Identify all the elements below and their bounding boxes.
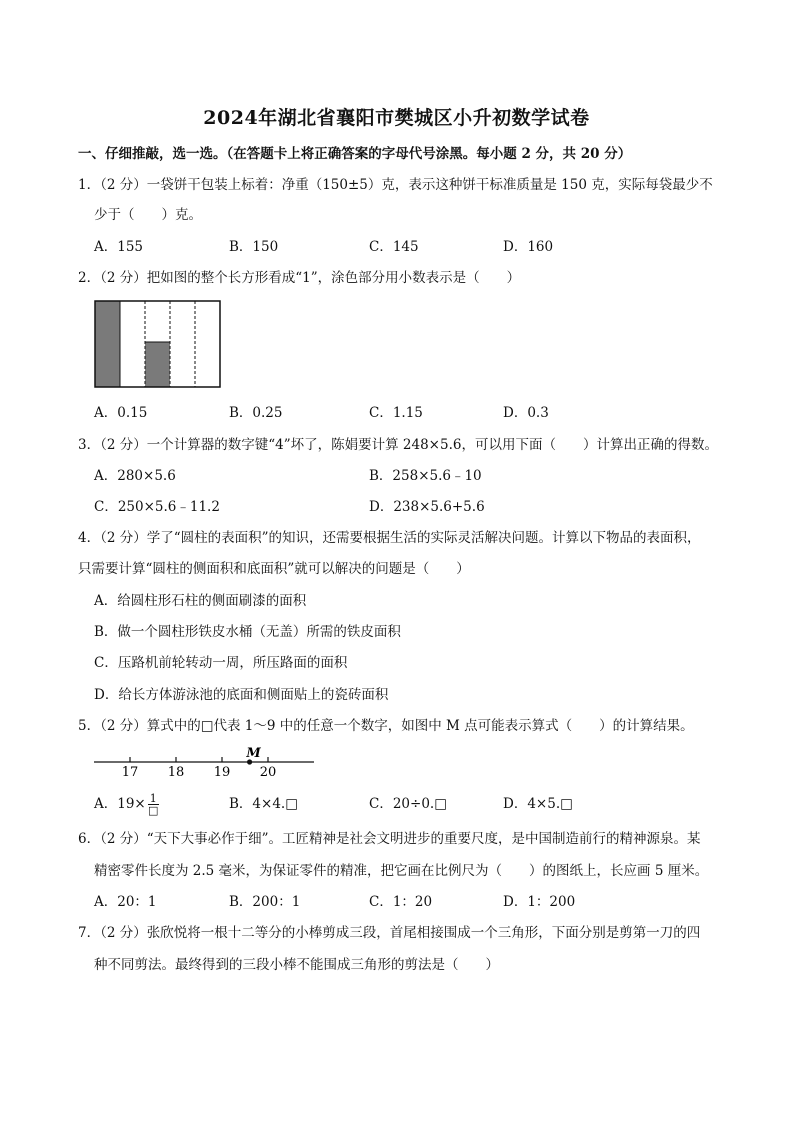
q4-option-d: D．给长方体游泳池的底面和侧面贴上的瓷砖面积 [94,687,389,703]
q2-shaded-strip [95,301,120,387]
fraction-numerator: 1 [149,792,157,805]
q6-option-d: D．1：200 [503,894,576,910]
q7-line-2: 种不同剪法。最终得到的三段小棒不能围成三角形的剪法是（ ） [94,957,499,973]
q1-line-1: 1．（2 分）一袋饼干包装上标着：净重（150±5）克，表示这种饼干标准质量是 150 克，实际每袋最少不 [78,177,713,193]
point-m-label: M [246,746,261,761]
q2-option-d: D．0.3 [503,405,549,421]
q5-number-line [92,740,318,782]
number-line-tick-label: 19 [213,765,231,780]
q6-option-c: C．1：20 [369,894,433,910]
q5-option-a [94,793,159,816]
q6-line-2: 精密零件长度为 2.5 毫米，为保证零件的精准，把它画在比例尺为（ ）的图纸上，长应画 5 厘米。 [94,863,709,879]
q3-option-c: C．250×5.6﹣11.2 [94,499,220,515]
number-line-tick-label: 17 [121,765,139,780]
q2-line-1: 2．（2 分）把如图的整个长方形看成“1”，涂色部分用小数表示是（ ） [78,270,521,286]
q5-option-a-label: A．19× [94,796,146,812]
q2-shaded-half-strip [145,342,170,387]
q2-option-b: B．0.25 [229,405,283,421]
number-line-tick-label: 18 [167,765,185,780]
q4-option-a: A．给圆柱形石柱的侧面刷漆的面积 [94,593,307,609]
q1-option-a: A．155 [94,239,144,255]
q5-option-a-fraction [148,793,159,816]
q5-option-d: D．4×5.□ [503,796,573,812]
q6-line-1: 6．（2 分）“天下大事必作于细”。工匠精神是社会文明进步的重要尺度，是中国制造前行的精神源泉。某 [78,831,701,847]
q4-option-b: B．做一个圆柱形铁皮水桶（无盖）所需的铁皮面积 [94,624,401,640]
q1-line-2: 少于（ ）克。 [94,207,202,223]
q3-option-a: A．280×5.6 [94,468,176,484]
q3-option-d: D．238×5.6+5.6 [369,499,485,515]
q3-option-b: B．258×5.6﹣10 [369,468,482,484]
q7-line-1: 7．（2 分）张欣悦将一根十二等分的小棒剪成三段，首尾相接围成一个三角形，下面分别是剪第一刀的四 [78,925,701,941]
q6-option-b: B．200：1 [229,894,301,910]
section-heading: 一、仔细推敲，选一选。（在答题卡上将正确答案的字母代号涂黑。每小题 2 分，共 20 分） [78,146,632,162]
q3-line-1: 3．（2 分）一个计算器的数字键“4”坏了，陈娟要计算 248×5.6，可以用下面（ ）计算出正确的得数。 [78,437,718,453]
fraction-denominator: □ [148,804,159,817]
q6-option-a: A．20：1 [94,894,157,910]
q2-rectangle-figure [94,300,222,388]
q2-option-a: A．0.15 [94,405,148,421]
q4-line-2: 只需要计算“圆柱的侧面积和底面积”就可以解决的问题是（ ） [78,561,470,577]
q4-option-c: C．压路机前轮转动一周，所压路面的面积 [94,655,348,671]
q1-option-b: B．150 [229,239,279,255]
q5-option-c: C．20÷0.□ [369,796,447,812]
q5-line-1: 5．（2 分）算式中的□代表 1～9 中的任意一个数字，如图中 M 点可能表示算式（ ）的计算结果。 [78,718,694,734]
q1-option-c: C．145 [369,239,419,255]
q5-option-b: B．4×4.□ [229,796,298,812]
page-title: 2024年湖北省襄阳市樊城区小升初数学试卷 [203,107,590,129]
q2-option-c: C．1.15 [369,405,423,421]
number-line-tick-label: 20 [259,765,277,780]
q4-line-1: 4．（2 分）学了“圆柱的表面积”的知识，还需要根据生活的实际灵活解决问题。计算以下物品的表面积， [78,530,701,546]
q1-option-d: D．160 [503,239,554,255]
